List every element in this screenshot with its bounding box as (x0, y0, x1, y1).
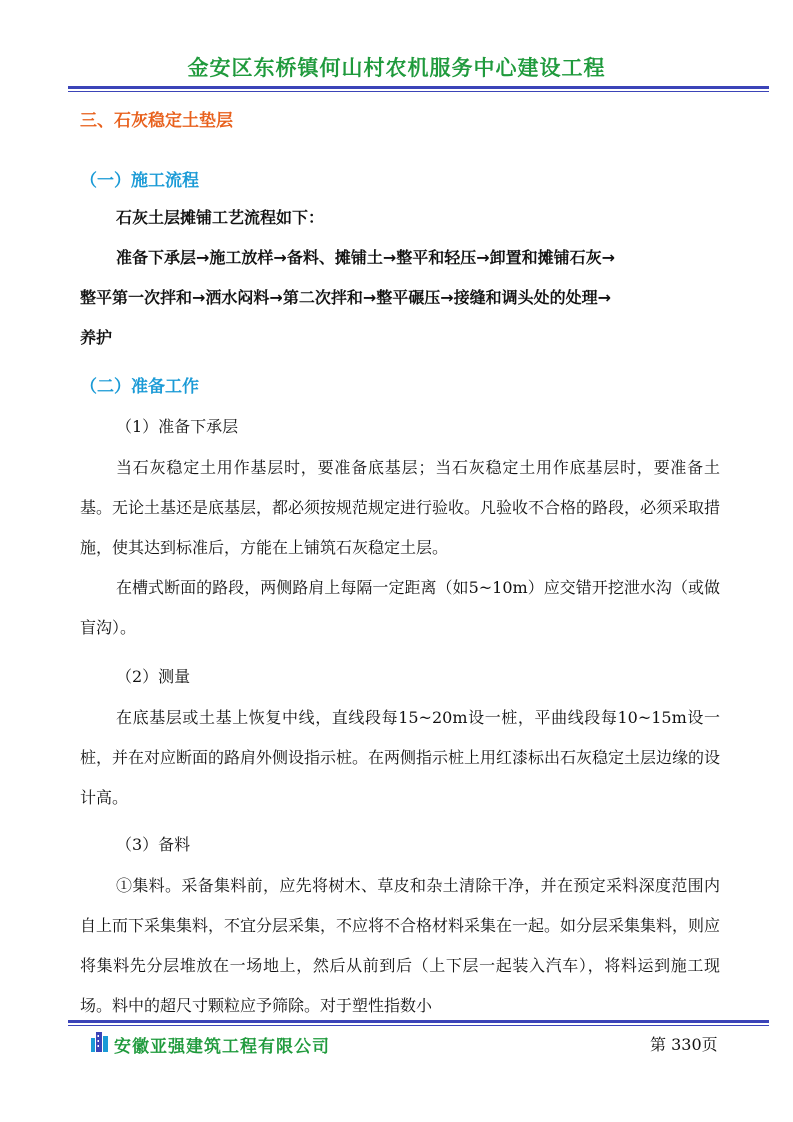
footer-page-number: 第 330页 (650, 1035, 718, 1054)
item3-paragraph-1: ①集料。采备集料前，应先将树木、草皮和杂土清除干净，并在预定采料深度范围内自上而下采集集料，不宜分层采集，不应将不合格材料采集在一起。如分层采集集料，则应将集料先分层堆放在一场地上，然后从前到后（上下层一起装入汽车），将料运到施工现场。料中的超尺寸颗粒应予筛除。对于塑性指数小 (80, 876, 721, 1015)
process-intro-text: 石灰土层摊铺工艺流程如下： (116, 208, 325, 227)
header-rule-thin (68, 91, 769, 92)
item-head-3: （3）备料 (116, 835, 191, 854)
building-logo-icon (90, 1030, 110, 1052)
document-header-title: 金安区东桥镇何山村农机服务中心建设工程 (187, 56, 606, 80)
footer-company-name: 安徽亚强建筑工程有限公司 (114, 1037, 330, 1057)
process-flow-line-2: 整平第一次拌和→洒水闷料→第二次拌和→整平碾压→接缝和调头处的处理→ (80, 288, 612, 307)
header-rule (68, 86, 769, 89)
item-head-2: （2）测量 (116, 667, 191, 686)
item1-paragraph-2: 在槽式断面的路段，两侧路肩上每隔一定距离（如5~10m）应交错开挖泄水沟（或做盲沟）。 (80, 578, 720, 637)
item2-paragraph-1: 在底基层或土基上恢复中线，直线段每15~20m设一桩，平曲线段每10~15m设一桩，并在对应断面的路肩外侧设指示桩。在两侧指示桩上用红漆标出石灰稳定土层边缘的设计高。 (80, 708, 721, 807)
footer-rule-thin (68, 1025, 769, 1026)
subsection-title-process: （一）施工流程 (80, 171, 199, 191)
process-flow-line-3: 养护 (80, 328, 113, 347)
process-intro (80, 198, 720, 358)
subsection-title-preparation: （二）准备工作 (80, 377, 199, 397)
item-head-1: （1）准备下承层 (116, 417, 239, 436)
footer-rule (68, 1020, 769, 1023)
item1-paragraph-1: 当石灰稳定土用作基层时，要准备底基层；当石灰稳定土用作底基层时，要准备土基。无论土基还是底基层，都必须按规范规定进行验收。凡验收不合格的路段，必须采取措施，使其达到标准后，方能在上铺筑石灰稳定土层。 (80, 458, 721, 557)
process-flow-line-1: 准备下承层→施工放样→备料、摊铺土→整平和轻压→卸置和摊铺石灰→ (116, 248, 616, 267)
section-title: 三、石灰稳定土垫层 (80, 111, 233, 131)
